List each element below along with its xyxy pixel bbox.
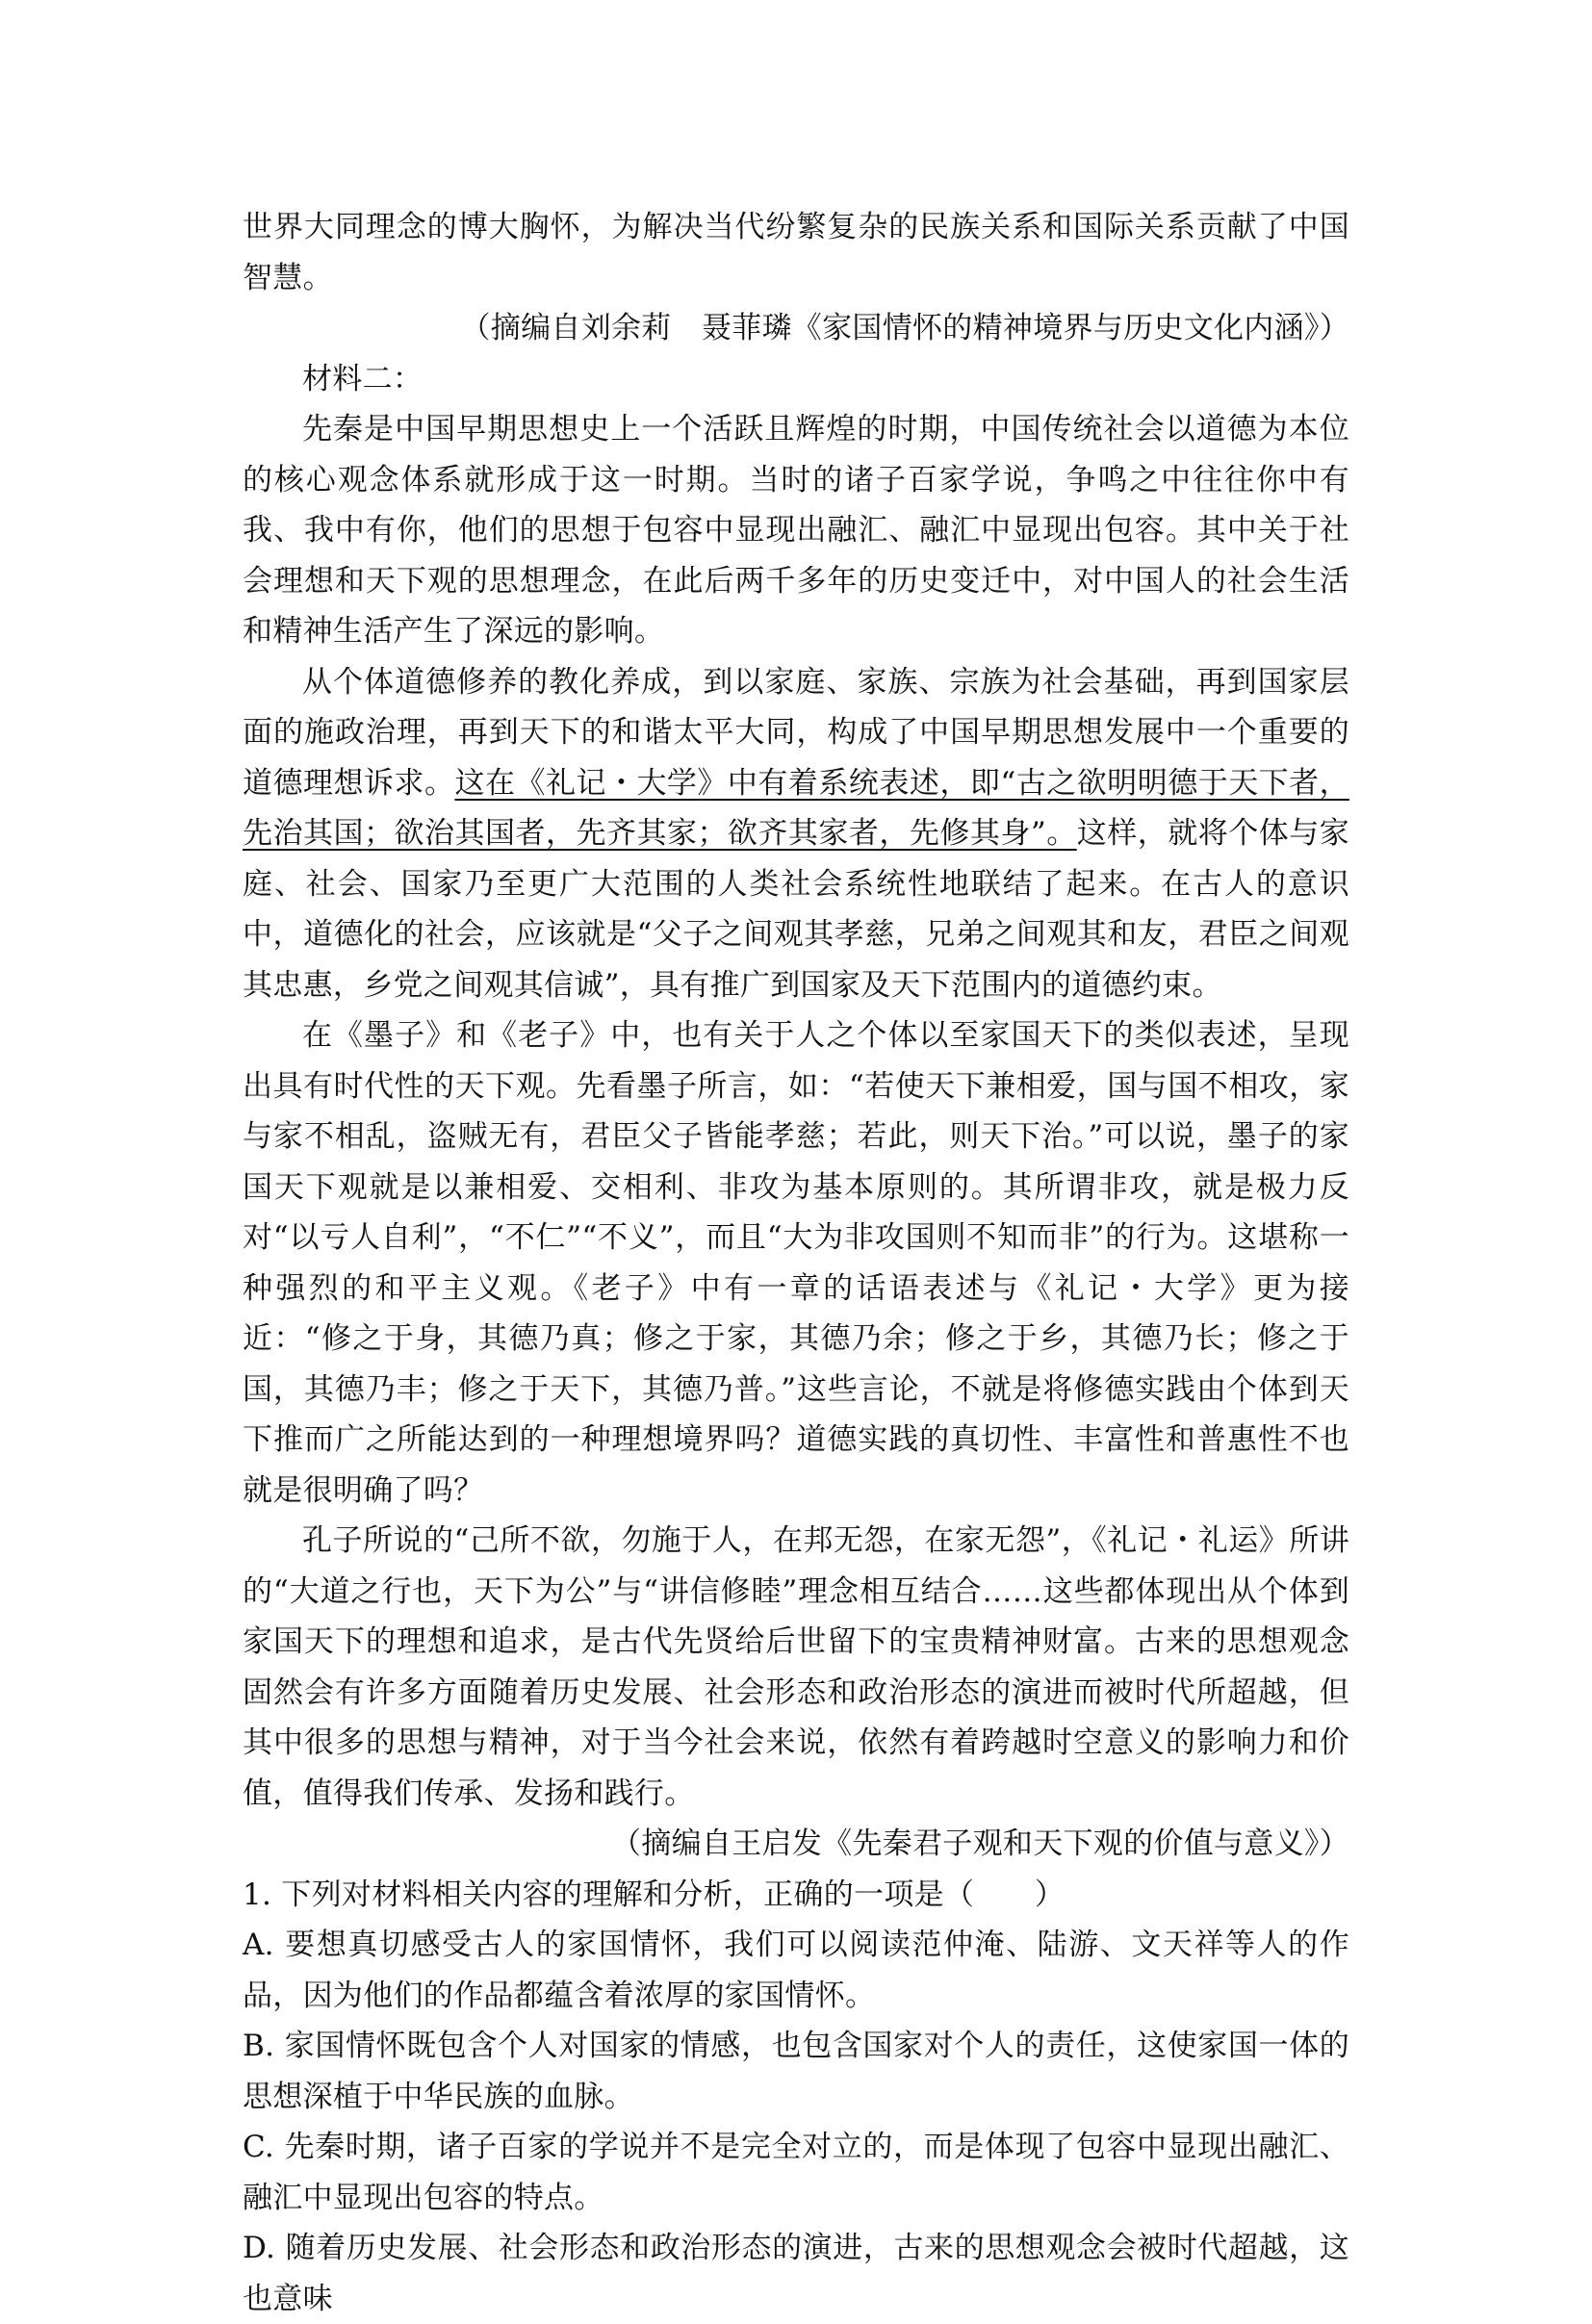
underlined-quote: 这在《礼记・大学》中有着系统表述，即“古之欲明明德于天下者，先治其国；欲治其国者，先齐其家；欲齐其家者，先修其身”。 xyxy=(243,765,1349,851)
page-content xyxy=(243,202,1349,2324)
material2-heading: 材料二： xyxy=(302,361,424,396)
material1-source: （摘编自刘余莉 聂菲璘《家国情怀的精神境界与历史文化内涵》） xyxy=(460,311,1349,345)
material2-paragraph-4: 孔子所说的“己所不欲，勿施于人，在邦无怨，在家无怨”，《礼记・礼运》所讲的“大道之行也，天下为公”与“讲信修睦”理念相互结合……这些都体现出从个体到家国天下的理想和追求，是古代先贤给后世留下的宝贵精神财富。古来的思想观念固然会有许多方面随着历史发展、社会形态和政治形态的演进而被时代所超越，但其中很多的思想与精神，对于当今社会来说，依然有着跨越时空意义的影响力和价值，值得我们传承、发扬和践行。 xyxy=(243,1523,1349,1811)
paragraph-2-end: 这样，就将个体与家庭、社会、国家乃至更广大范围的人类社会系统性地联结了起来。在古人的意识中，道德化的社会，应该就是“父子之间观其孝慈，兄弟之间观其和友，君臣之间观其忠惠，乡党之间观其信诚”，具有推广到国家及天下范围内的道德约束。 xyxy=(243,816,1349,1003)
question-1-option-b: B. 家国情怀既包含个人对国家的情感，也包含国家对个人的责任，这使家国一体的思想深植于中华民族的血脉。 xyxy=(243,2029,1349,2114)
question-1-option-a: A. 要想真切感受古人的家国情怀，我们可以阅读范仲淹、陆游、文天祥等人的作品，因为他们的作品都蕴含着浓厚的家国情怀。 xyxy=(243,1928,1349,2013)
question-1-stem: 1. 下列对材料相关内容的理解和分析，正确的一项是（ ） xyxy=(243,1877,1066,1912)
material2-source: （摘编自王启发《先秦君子观和天下观的价值与意义》） xyxy=(611,1826,1349,1861)
material2-paragraph-1: 先秦是中国早期思想史上一个活跃且辉煌的时期，中国传统社会以道德为本位的核心观念体系就形成于这一时期。当时的诸子百家学说，争鸣之中往往你中有我、我中有你，他们的思想于包容中显现出融汇、融汇中显现出包容。其中关于社会理想和天下观的思想理念，在此后两千多年的历史变迁中，对中国人的社会生活和精神生活产生了深远的影响。 xyxy=(243,412,1349,649)
material2-paragraph-3: 在《墨子》和《老子》中，也有关于人之个体以至家国天下的类似表述，呈现出具有时代性的天下观。先看墨子所言，如：“若使天下兼相爱，国与国不相攻，家与家不相乱，盗贼无有，君臣父子皆能孝慈；若此，则天下治。”可以说，墨子的家国天下观就是以兼相爱、交相利、非攻为基本原则的。其所谓非攻，就是极力反对“以亏人自利”，“不仁”“不义”，而且“大为非攻国则不知而非”的行为。这堪称一种强烈的和平主义观。《老子》中有一章的话语表述与《礼记・大学》更为接近：“修之于身，其德乃真；修之于家，其德乃余；修之于乡，其德乃长；修之于国，其德乃丰；修之于天下，其德乃普。”这些言论，不就是将修德实践由个体到天下推而广之所能达到的一种理想境界吗？道德实践的真切性、丰富性和普惠性不也就是很明确了吗？ xyxy=(243,1018,1349,1508)
material1-tail-text: 世界大同理念的博大胸怀，为解决当代纷繁复杂的民族关系和国际关系贡献了中国智慧。 xyxy=(243,210,1349,295)
question-1-option-c: C. 先秦时期，诸子百家的学说并不是完全对立的，而是体现了包容中显现出融汇、融汇中显现出包容的特点。 xyxy=(243,2130,1349,2215)
paragraph-2-start: 从个体道德修养的教化养成，到以家庭、家族、宗族为社会基础，再到国家层面的施政治理，再到天下的和谐太平大同，构成了中国早期思想发展中一个重要的道德理想诉求。 xyxy=(243,664,1349,801)
question-1-option-d: D. 随着历史发展、社会形态和政治形态的演进，古来的思想观念会被时代超越，这也意味 xyxy=(243,2231,1349,2316)
material2-paragraph-2 xyxy=(243,657,1349,1011)
